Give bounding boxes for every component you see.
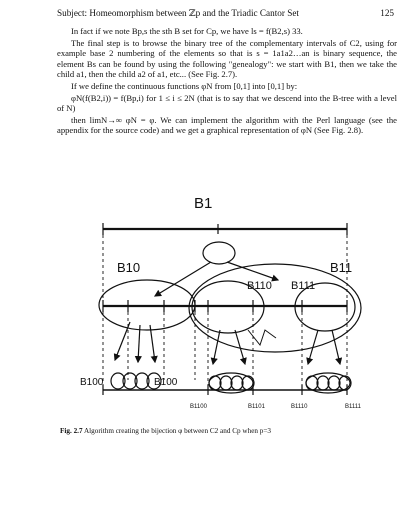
label-b10: B10 — [117, 260, 141, 275]
page-number: 125 — [380, 8, 394, 18]
paragraph-4: φN(f(B2,i)) = f(Bp,i) for 1 ≤ i ≤ 2N (that is to say that we descend into the B-tree with a level of N) — [57, 92, 397, 114]
caption-text: Algorithm creating the bijection φ between C2 and Cp when p=3 — [83, 427, 272, 435]
label-b100-right: B100 — [154, 377, 178, 388]
paragraph-1: In fact if we note Bp,s the sth B set for Cp, we have ls = f(B2,s) 33. — [71, 26, 303, 36]
label-b111: B111 — [291, 280, 316, 292]
figure-caption — [60, 427, 400, 435]
label-b1101: B1101 — [248, 404, 265, 410]
right-node-ellipse — [189, 264, 361, 352]
paragraph-5: then limN→∞ φN = φ. We can implement the algorithm with the Perl language (see the appendix for the source code) and we get a graphical representation of φN (See Fig. 2.8). — [57, 114, 397, 136]
label-b1100: B1100 — [190, 404, 207, 410]
caption-label: Fig. 2.7 — [60, 427, 83, 435]
root-node-ellipse — [203, 242, 235, 264]
label-b1: B1 — [194, 195, 213, 212]
label-b100-left: B100 — [80, 377, 104, 388]
label-b110: B110 — [247, 280, 272, 292]
paragraph-3: If we define the continuous functions φN from [0,1] into [0,1] by: — [71, 80, 298, 91]
label-b11: B11 — [330, 260, 353, 275]
header-title: Subject: Homeomorphism between ℤp and the Triadic Cantor Set — [57, 8, 299, 18]
label-b1110: B1110 — [291, 404, 308, 410]
label-b1111: B1111 — [345, 404, 362, 410]
paragraph-2: The final step is to browse the binary tree of the complementary intervals of C2, using for example base 2 numbering of the elements so that is s = 1a1a2…an is binary sequence, the element Bs can be found by using the following "genealogy": we start with B1, then we take the child a1, then the child a2 of a1, etc... (See Fig. 2.7). — [57, 37, 397, 80]
